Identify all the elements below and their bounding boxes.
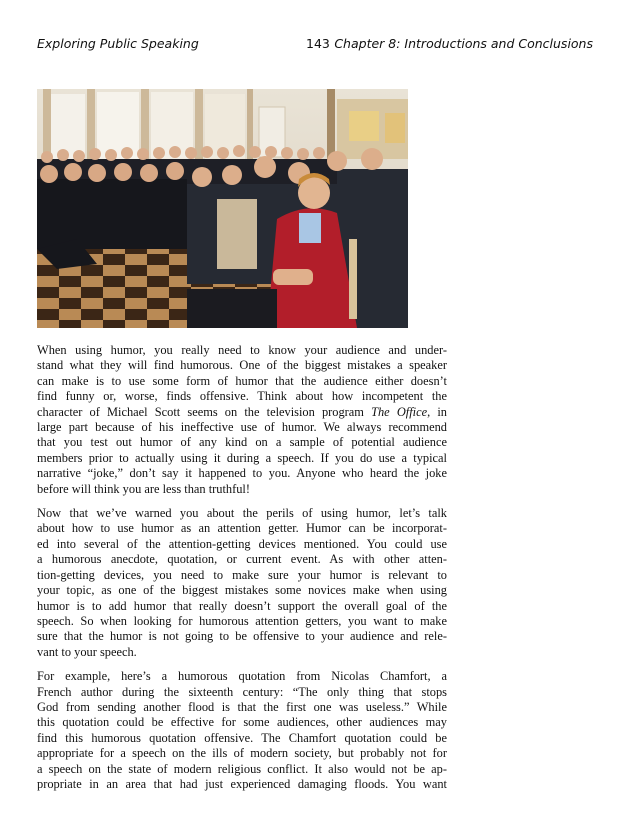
text-line: this quotation could be effective for some audiences, other audiences may xyxy=(37,715,447,730)
text-line: French author during the sixteenth century: “The only thing that stops xyxy=(37,684,447,699)
paragraph-3 xyxy=(37,669,447,792)
running-header xyxy=(37,36,593,52)
text-line: humor is to add humor that really doesn’t support the overall goal of the xyxy=(37,598,447,613)
page-number: 143 xyxy=(306,36,330,51)
text-line: Now that we’ve warned you about the perils of using humor, let’s talk xyxy=(37,506,447,521)
audience-photo-illustration xyxy=(37,89,408,328)
text-line: vant to your speech. xyxy=(37,644,137,659)
text-line: For example, here’s a humorous quotation from Nicolas Chamfort, a xyxy=(37,669,447,684)
text-line: that you test out humor of any kind on a sample of potential audience xyxy=(37,435,447,450)
text-line: speech. So when looking for humorous attention getters, you want to make xyxy=(37,613,447,628)
text-line: a humorous anecdote, quotation, or current event. As with other atten- xyxy=(37,552,447,567)
text-line: tion-getting devices, you need to make sure your humor is relevant to xyxy=(37,567,447,582)
text-line: about how to use humor as an attention getter. Humor can be incorporat- xyxy=(37,521,447,536)
text-line: appropriate for a speech on the ills of modern society, but probably not for xyxy=(37,746,447,761)
text-line: a speech on the state of modern religious conflict. It also would not be ap- xyxy=(37,761,447,776)
text-line: members prior to actually using it during a speech. If you do use a typical xyxy=(37,450,447,465)
text-line: can make is to use some form of humor that the audience either doesn’t xyxy=(37,373,447,388)
body-text xyxy=(37,343,447,801)
text-line: stand what they will find humorous. One of the biggest mistakes a speaker xyxy=(37,358,447,373)
paragraph-2 xyxy=(37,506,447,660)
text-line xyxy=(37,405,447,420)
book-title: Exploring Public Speaking xyxy=(37,36,199,51)
text-line: find this humorous quotation offensive. The Chamfort quotation could be xyxy=(37,730,447,745)
program-title: The Office xyxy=(371,404,428,419)
text-line: God from sending another flood is that the first one was useless.” While xyxy=(37,699,447,714)
text-line: narrative “joke,” don’t say it happened to you. Anyone who heard the joke xyxy=(37,466,447,481)
text-line: your topic, as one of the biggest mistakes some novices make when using xyxy=(37,583,447,598)
text-line: find funny or, worse, finds offensive. Think about how incompetent the xyxy=(37,389,447,404)
text-line: ed into several of the attention-getting devices mentioned. You could use xyxy=(37,536,447,551)
text-line: large part because of his ineffective use of humor. We always recommend xyxy=(37,420,447,435)
audience-photo xyxy=(37,89,408,328)
text-run: , in xyxy=(427,404,447,419)
text-line: before will think you are less than truthful! xyxy=(37,481,250,496)
text-line: sure that the humor is not going to be offensive to your audience and rele- xyxy=(37,629,447,644)
chapter-title: Chapter 8: Introductions and Conclusions xyxy=(334,36,593,51)
paragraph-1 xyxy=(37,343,447,497)
text-line: propriate in an area that had just experienced damaging floods. You want xyxy=(37,776,447,791)
text-line: When using humor, you really need to know your audience and under- xyxy=(37,343,447,357)
text-run: character of Michael Scott seems on the television program xyxy=(37,404,372,419)
